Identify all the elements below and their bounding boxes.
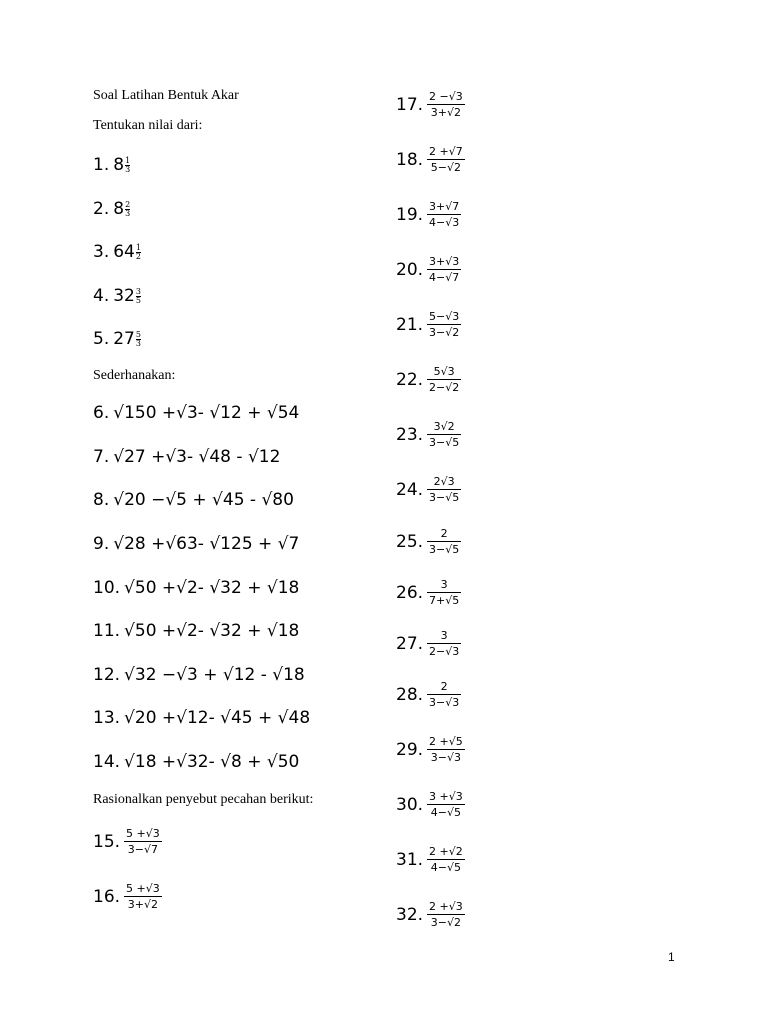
item-number: 30. [396,794,424,815]
fraction: $\frac{2}{3-√5}$ [429,527,460,556]
section1-heading: Tentukan nilai dari: [93,118,203,133]
item-expression: √18 +√32- √8 + √50 [124,752,300,772]
list-item [396,735,465,764]
item-number: 20. [396,259,424,280]
list-item [93,242,141,262]
item-exponent: 5 3 [135,329,141,348]
list-item [93,708,310,728]
section3-heading: Rasionalkan penyebut pecahan berikut: [93,792,314,807]
fraction: $\frac{2 -√3}{3+√2}$ [429,90,463,119]
fraction: $\frac{3√2}{3-√5}$ [429,420,460,449]
list-item [93,490,294,510]
page-number: 1 [668,950,675,964]
list-item [396,845,465,874]
item-number: 10. [93,578,121,598]
item-expression: √20 −√5 + √45 - √80 [113,490,294,510]
item-number: 8. [93,490,110,510]
item-expression: √50 +√2- √32 + √18 [124,621,300,641]
item-number: 26. [396,582,424,603]
list-item [93,827,162,856]
item-number: 18. [396,149,424,170]
item-base: 8 [113,155,125,175]
item-number: 6. [93,403,110,423]
fraction: $\frac{2√3}{3-√5}$ [429,475,460,504]
item-number: 24. [396,479,424,500]
list-item [93,882,162,911]
item-exponent: 1 3 [125,155,131,174]
list-item [396,145,465,174]
fraction: $\frac{3+√7}{4-√3}$ [429,200,460,229]
fraction: $\frac{2 +√3}{3-√2}$ [429,900,463,929]
fraction: $\frac{5-√3}{3-√2}$ [429,310,460,339]
list-item [93,286,141,306]
item-number: 11. [93,621,121,641]
item-number: 4. [93,286,110,306]
list-item [396,420,461,449]
fraction: $\frac{3+√3}{4-√7}$ [429,255,460,284]
list-item [93,665,305,685]
item-exponent: 1 2 [135,242,141,261]
list-item [396,200,461,229]
fraction: $\frac{2 +√7}{5-√2}$ [429,145,463,174]
section2-heading: Sederhanakan: [93,368,176,383]
item-expression: √50 +√2- √32 + √18 [124,578,300,598]
list-item [93,329,141,349]
item-base: 64 [113,242,135,262]
item-number: 13. [93,708,121,728]
item-number: 5. [93,329,110,349]
page-title: Soal Latihan Bentuk Akar [93,88,239,103]
item-number: 7. [93,447,110,467]
fraction: $\frac{5√3}{2-√2}$ [429,365,460,394]
item-expression: √28 +√63- √125 + √7 [113,534,300,554]
item-number: 3. [93,242,110,262]
item-exponent: 3 5 [135,286,141,305]
list-item [396,900,465,929]
item-number: 21. [396,314,424,335]
item-number: 1. [93,155,110,175]
item-base: 27 [113,329,135,349]
item-number: 27. [396,633,424,654]
list-item [396,90,465,119]
fraction: $\frac{5 +√3}{3-√7}$ [126,827,160,856]
item-number: 25. [396,531,424,552]
list-item [396,475,461,504]
item-expression: √150 +√3- √12 + √54 [113,403,300,423]
fraction: $\frac{3}{2-√3}$ [429,629,460,658]
fraction: $\frac{2}{3-√3}$ [429,680,460,709]
list-item [396,365,461,394]
list-item [396,680,461,709]
list-item [93,199,130,219]
item-number: 29. [396,739,424,760]
fraction: $\frac{2 +√2}{4-√5}$ [429,845,463,874]
list-item [93,155,130,175]
item-number: 31. [396,849,424,870]
list-item [396,578,461,607]
item-number: 2. [93,199,110,219]
list-item [93,578,299,598]
item-expression: √27 +√3- √48 - √12 [113,447,281,467]
list-item [396,527,461,556]
item-number: 12. [93,665,121,685]
item-number: 28. [396,684,424,705]
list-item [93,447,280,467]
fraction: $\frac{3 +√3}{4-√5}$ [429,790,463,819]
fraction: $\frac{5 +√3}{3+√2}$ [126,882,160,911]
item-number: 22. [396,369,424,390]
item-number: 32. [396,904,424,925]
list-item [93,621,299,641]
item-base: 32 [113,286,135,306]
item-number: 23. [396,424,424,445]
item-base: 8 [113,199,125,219]
item-number: 19. [396,204,424,225]
fraction: $\frac{2 +√5}{3-√3}$ [429,735,463,764]
item-number: 17. [396,94,424,115]
list-item [93,752,299,772]
list-item [396,255,461,284]
item-number: 9. [93,534,110,554]
item-exponent: 2 3 [125,199,131,218]
item-expression: √32 −√3 + √12 - √18 [124,665,305,685]
item-number: 16. [93,886,121,907]
list-item [93,534,299,554]
item-expression: √20 +√12- √45 + √48 [124,708,311,728]
list-item [396,790,465,819]
item-number: 15. [93,831,121,852]
fraction: $\frac{3}{7+√5}$ [429,578,460,607]
list-item [93,403,299,423]
list-item [396,310,461,339]
list-item [396,629,461,658]
item-number: 14. [93,752,121,772]
